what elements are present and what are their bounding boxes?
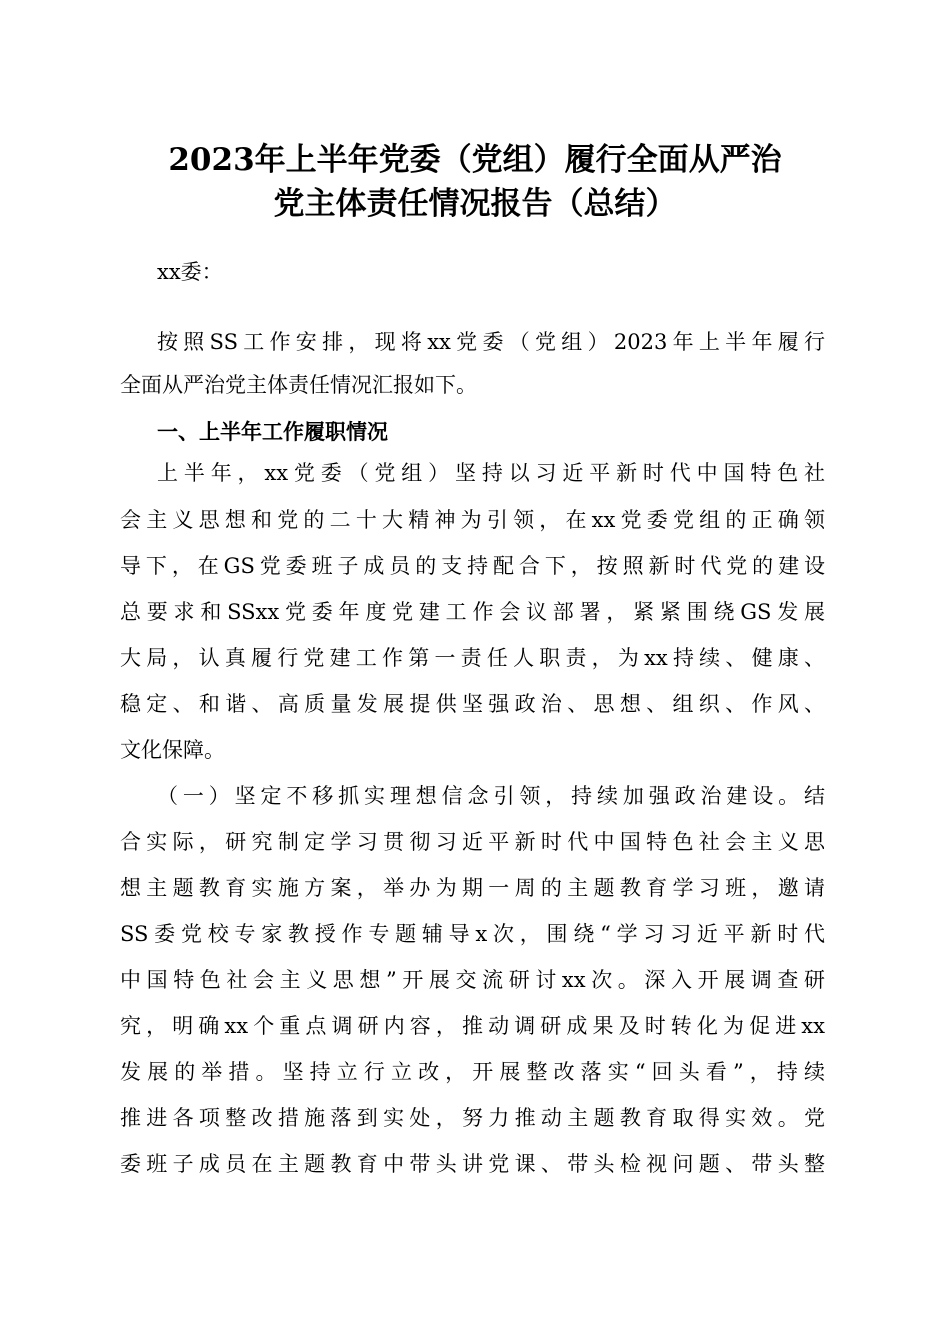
paragraph-line: SS委党校专家教授作专题辅导x次，围绕“学习习近平新时代 (120, 922, 825, 946)
paragraph-line: 合实际，研究制定学习贯彻习近平新时代中国特色社会主义思 (120, 830, 825, 854)
paragraph-line: 发展的举措。坚持立行立改，开展整改落实“回头看”，持续 (120, 1060, 825, 1084)
paragraph-line: 究，明确xx个重点调研内容，推动调研成果及时转化为促进xx (120, 1014, 825, 1038)
section-heading: 一、上半年工作履职情况 (157, 420, 388, 444)
paragraph-line: （一）坚定不移抓实理想信念引领，持续加强政治建设。结 (157, 784, 825, 808)
paragraph-line: 委班子成员在主题教育中带头讲党课、带头检视问题、带头整 (120, 1152, 825, 1176)
paragraph-line: 总要求和SSxx党委年度党建工作会议部署，紧紧围绕GS发展 (120, 600, 825, 624)
paragraph-line: 中国特色社会主义思想”开展交流研讨xx次。深入开展调查研 (120, 968, 825, 992)
intro-line: 按照SS工作安排，现将xx党委（党组）2023年上半年履行 (157, 330, 825, 354)
paragraph-line: 想主题教育实施方案，举办为期一周的主题教育学习班，邀请 (120, 876, 825, 900)
paragraph-line: 稳定、和谐、高质量发展提供坚强政治、思想、组织、作风、 (120, 692, 825, 716)
salutation: xx委： (157, 260, 223, 284)
paragraph-line: 推进各项整改措施落到实处，努力推动主题教育取得实效。党 (120, 1106, 825, 1130)
paragraph-line: 文化保障。 (120, 738, 225, 762)
paragraph-line: 上半年，xx党委（党组）坚持以习近平新时代中国特色社 (157, 461, 825, 485)
paragraph-line: 导下，在GS党委班子成员的支持配合下，按照新时代党的建设 (120, 554, 825, 578)
document-title-line-2: 党主体责任情况报告（总结） (273, 186, 677, 222)
intro-line: 全面从严治党主体责任情况汇报如下。 (120, 373, 477, 397)
paragraph-line: 会主义思想和党的二十大精神为引领，在xx党委党组的正确领 (120, 508, 825, 532)
document-title-line-1: 2023年上半年党委（党组）履行全面从严治 (168, 142, 782, 178)
paragraph-line: 大局，认真履行党建工作第一责任人职责，为xx持续、健康、 (120, 646, 825, 670)
